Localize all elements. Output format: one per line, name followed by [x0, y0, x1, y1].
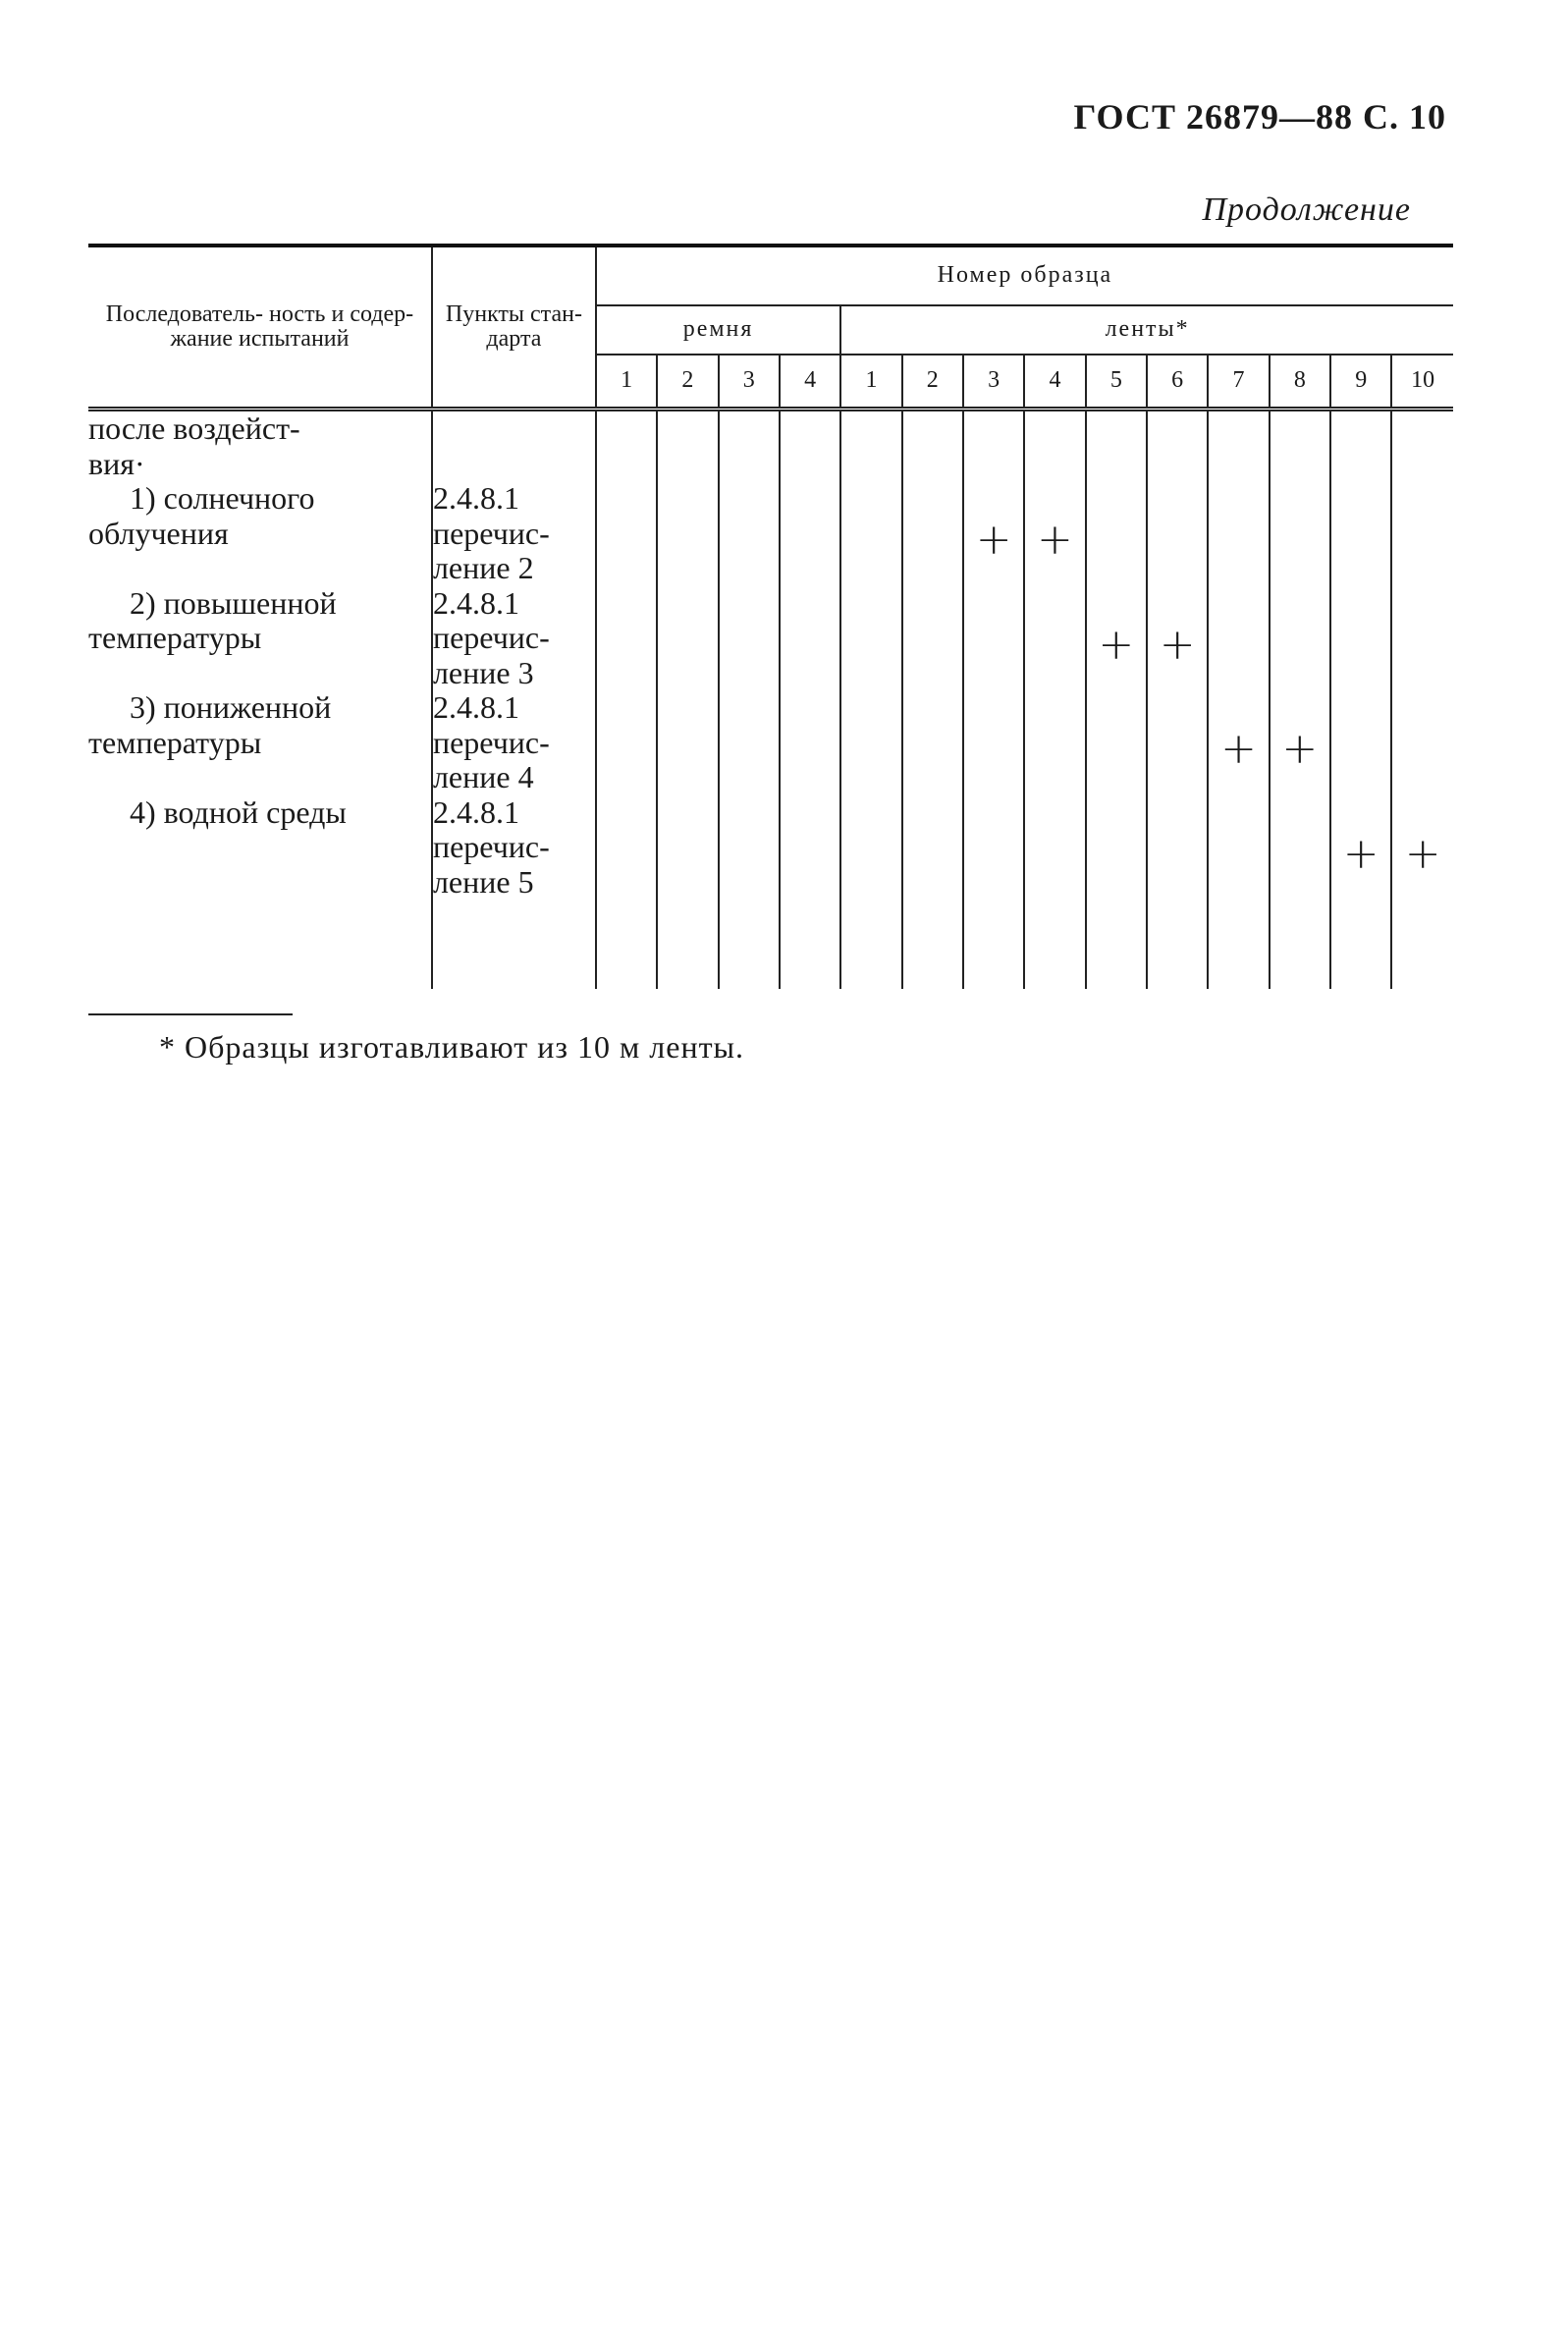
belt-number: 1	[596, 355, 657, 410]
row-2-label-cont: температуры	[88, 620, 262, 655]
spacer	[88, 760, 431, 795]
row-2-label: 2) повышенной	[130, 584, 337, 621]
row-1-clause-cont: перечис-	[432, 515, 550, 551]
tape-number: 3	[963, 355, 1024, 410]
tape-number: 4	[1024, 355, 1085, 410]
tape-cell-3	[963, 410, 1024, 989]
footnote: * Образцы изготавливают из 10 м ленты.	[159, 1029, 745, 1065]
tape-number: 5	[1086, 355, 1147, 410]
row-1-clause-cont: ление 2	[432, 550, 534, 585]
row-2-clause-cont: перечис-	[432, 620, 550, 655]
plus-mark: +	[1220, 724, 1257, 774]
row-3-clause-cont: перечис-	[432, 724, 550, 760]
belt-cell-3	[719, 410, 780, 989]
plus-mark: +	[975, 515, 1012, 565]
row-3-label: 3) пониженной	[130, 689, 332, 725]
row-4-clause-cont: перечис-	[432, 829, 550, 864]
belt-number: 3	[719, 355, 780, 410]
tape-cell-4	[1024, 410, 1085, 989]
plus-mark: +	[1342, 828, 1379, 879]
row-4-clause-cont: ление 5	[432, 863, 534, 900]
tape-cell-10	[1391, 410, 1453, 989]
page-header: ГОСТ 26879—88 С. 10	[1073, 97, 1446, 137]
belt-cell-4	[780, 410, 840, 989]
tape-number: 10	[1391, 355, 1453, 410]
plus-mark: +	[1037, 515, 1073, 565]
tape-number: 9	[1330, 355, 1391, 410]
sample-number-header: Номер образца	[596, 246, 1453, 305]
tape-number: 2	[902, 355, 963, 410]
tape-number: 8	[1270, 355, 1330, 410]
tape-cell-6	[1147, 410, 1208, 989]
tape-cell-7	[1208, 410, 1269, 989]
clause-header: Пункты стан- дарта	[432, 246, 596, 410]
header-row-1	[88, 246, 1453, 305]
tape-cell-1	[840, 410, 901, 989]
spacer	[88, 551, 431, 586]
belt-group-header: ремня	[596, 305, 840, 355]
continuation-label: Продолжение	[1202, 191, 1411, 228]
row-2-clause: 2.4.8.1	[432, 584, 519, 621]
plus-mark: +	[1098, 619, 1135, 670]
table-body-row	[88, 410, 1453, 989]
row-4-clause: 2.4.8.1	[432, 793, 519, 830]
spacer	[88, 656, 431, 691]
tape-cell-8	[1270, 410, 1330, 989]
belt-cell-2	[657, 410, 718, 989]
row-1-label-cont: облучения	[88, 515, 229, 551]
plus-mark: +	[1281, 724, 1319, 774]
tape-cell-5	[1086, 410, 1147, 989]
belt-number: 2	[657, 355, 718, 410]
row-3-label-cont: температуры	[88, 724, 262, 760]
row-2-clause-cont: ление 3	[432, 654, 534, 690]
row-1-label: 1) солнечного	[130, 480, 315, 516]
intro-line: после воздейст- вия·	[88, 410, 300, 481]
belt-number: 4	[780, 355, 840, 410]
tape-number: 1	[840, 355, 901, 410]
row-3-clause: 2.4.8.1	[432, 689, 519, 725]
sequence-header: Последователь- ность и содер- жание испытаний	[88, 246, 432, 410]
tape-cell-9	[1330, 410, 1391, 989]
plus-mark: +	[1159, 619, 1196, 670]
row-3-clause-cont: ление 4	[432, 759, 534, 794]
plus-mark: +	[1404, 828, 1441, 879]
tape-group-header: ленты*	[840, 305, 1453, 355]
belt-cell-1	[596, 410, 657, 989]
tape-cell-2	[902, 410, 963, 989]
footnote-rule	[88, 1013, 293, 1015]
spacer	[433, 411, 595, 481]
sequence-cell	[88, 410, 432, 989]
test-table	[88, 244, 1453, 989]
tape-number: 6	[1147, 355, 1208, 410]
clause-cell	[432, 410, 596, 989]
tape-number: 7	[1208, 355, 1269, 410]
row-1-clause: 2.4.8.1	[432, 480, 519, 516]
row-4-label: 4) водной среды	[130, 793, 347, 830]
